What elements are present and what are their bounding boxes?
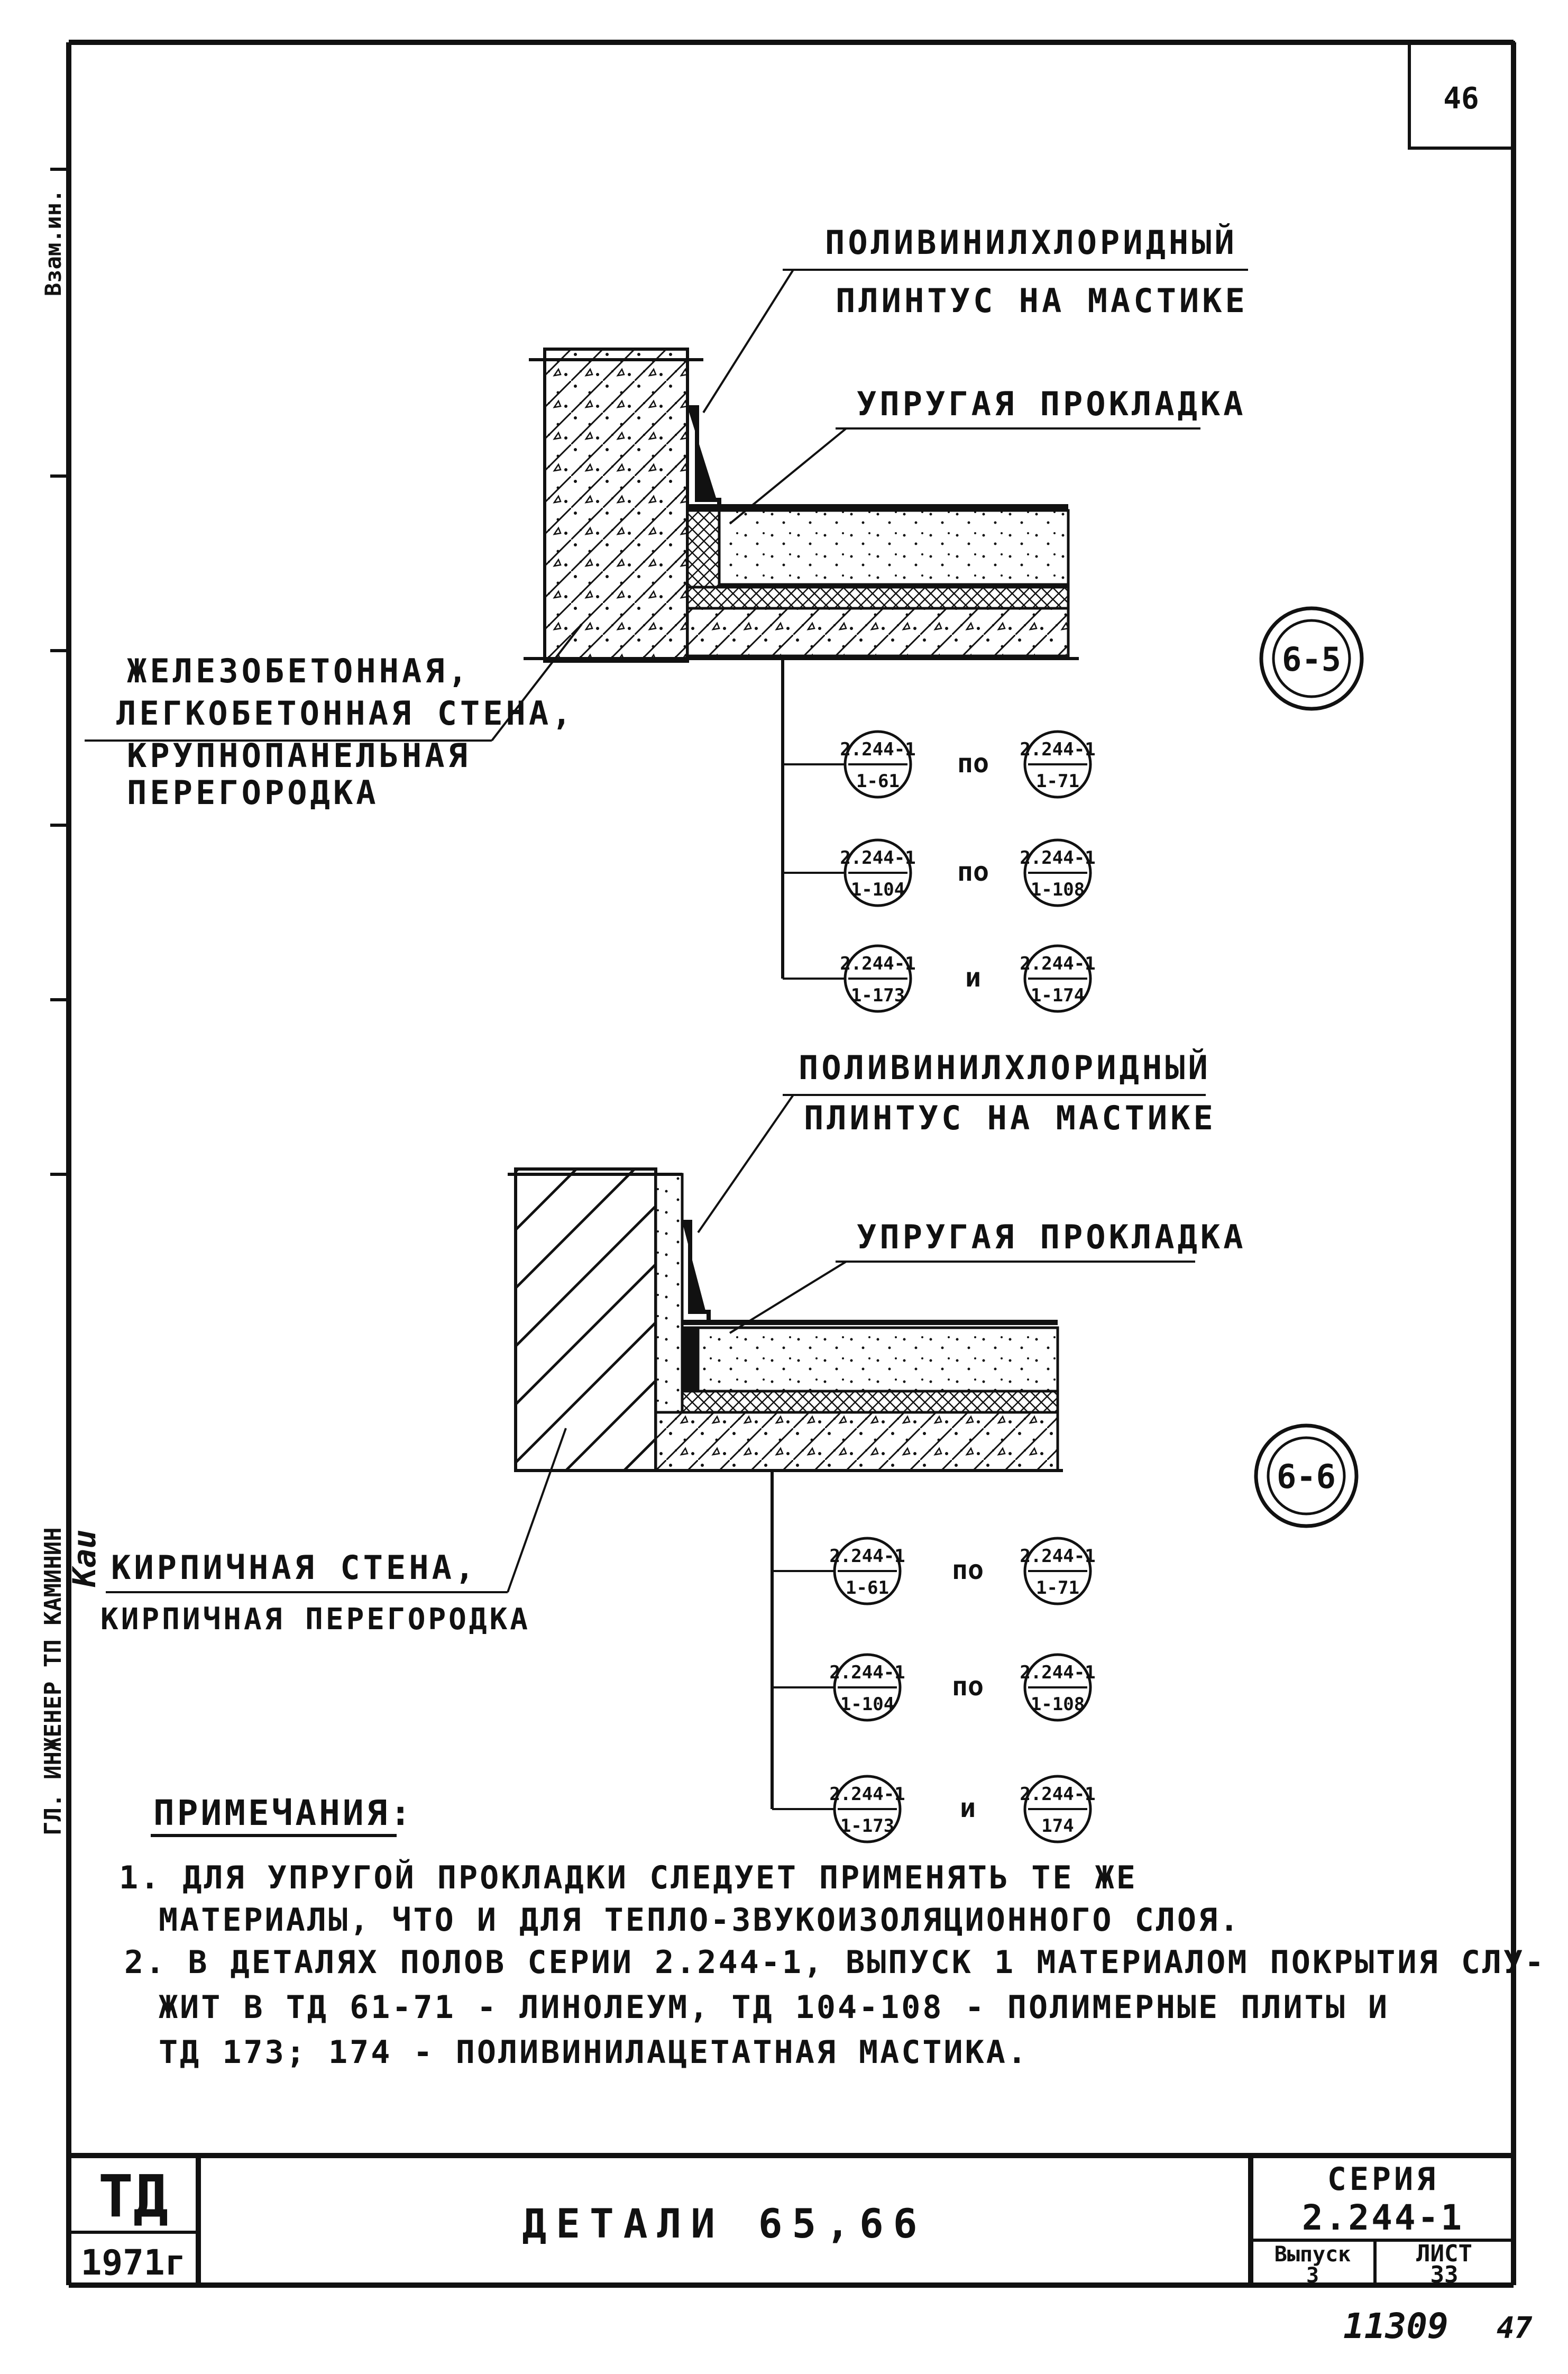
sheet-title: ДЕТАЛИ 65,66 — [522, 2200, 927, 2247]
detail-66-ref-3-right-top: 2.244-1 — [1020, 1784, 1096, 1805]
detail-66-section — [508, 1169, 1063, 1809]
detail-66-ref-row-2 — [772, 1655, 1096, 1720]
detail-65-ref-2-left-top: 2.244-1 — [840, 847, 916, 869]
detail-65-ref-row-3 — [783, 946, 1096, 1011]
detail-65-wall-label-2: ЛЕГКОБЕТОННАЯ СТЕНА, — [116, 694, 575, 733]
detail-66-ref-1-right-top: 2.244-1 — [1020, 1546, 1096, 1567]
detail-65-ref-row-2 — [783, 840, 1096, 906]
margin-top-text: Взам.ин. — [40, 189, 66, 296]
detail-65-ref-1-left-bottom: 1-61 — [856, 771, 900, 792]
detail-65-ref-1-right-top: 2.244-1 — [1020, 739, 1096, 760]
year-label: 1971г — [80, 2242, 186, 2283]
notes — [119, 1793, 1546, 2071]
detail-65-ref-1-right-bottom: 1-71 — [1036, 771, 1079, 792]
notes-line-5: ТД 173; 174 - ПОЛИВИНИЛАЦЕТАТНАЯ МАСТИКА. — [159, 2034, 1029, 2071]
td-label: ТД — [98, 2162, 169, 2230]
detail-65 — [85, 223, 1362, 1011]
series-label: СЕРИЯ — [1327, 2161, 1439, 2198]
detail-66-wall-label-2: КИРПИЧНАЯ ПЕРЕГОРОДКА — [100, 1602, 531, 1637]
detail-66 — [100, 1048, 1356, 1842]
detail-65-baseboard-label-1: ПОЛИВИНИЛХЛОРИДНЫЙ — [825, 223, 1237, 262]
detail-65-ref-3-left-top: 2.244-1 — [840, 953, 916, 974]
notes-title: ПРИМЕЧАНИЯ: — [153, 1793, 414, 1833]
notes-line-2: МАТЕРИАЛЫ, ЧТО И ДЛЯ ТЕПЛО-ЗВУКОИЗОЛЯЦИОННОГО СЛОЯ. — [159, 1902, 1241, 1939]
detail-65-ref-3-right-top: 2.244-1 — [1020, 953, 1096, 974]
detail-66-ref-3-right-bottom: 174 — [1041, 1815, 1074, 1837]
margin-bottom-text: ГЛ. ИНЖЕНЕР ТП КАМИНИН — [40, 1527, 67, 1836]
detail-66-wall-label-1: КИРПИЧНАЯ СТЕНА, — [111, 1548, 478, 1587]
detail-65-mark — [1261, 608, 1362, 709]
detail-66-ref-2-right-bottom: 1-108 — [1030, 1694, 1085, 1715]
detail-66-ref-2-conj: по — [951, 1671, 984, 1702]
detail-65-ref-2-right-bottom: 1-108 — [1030, 879, 1085, 900]
page-number-box — [1409, 42, 1514, 148]
detail-66-ref-1-left-top: 2.244-1 — [829, 1546, 905, 1567]
issue-label: Выпуск — [1274, 2242, 1351, 2267]
notes-line-3: 2. В ДЕТАЛЯХ ПОЛОВ СЕРИИ 2.244-1, ВЫПУСК 1 МАТЕРИАЛОМ ПОКРЫТИЯ СЛУ- — [124, 1944, 1546, 1981]
detail-66-baseboard-label-1: ПОЛИВИНИЛХЛОРИДНЫЙ — [799, 1048, 1211, 1087]
detail-66-mark — [1256, 1426, 1356, 1526]
detail-66-ref-2-right-top: 2.244-1 — [1020, 1662, 1096, 1683]
detail-66-ref-2-left-top: 2.244-1 — [829, 1662, 905, 1683]
detail-66-ref-3-left-top: 2.244-1 — [829, 1784, 905, 1805]
title-block — [69, 2156, 1514, 2288]
sheet-label: ЛИСТ — [1416, 2240, 1472, 2267]
detail-65-ref-row-1 — [783, 732, 1096, 797]
detail-65-ref-3-right-bottom: 1-174 — [1030, 985, 1085, 1006]
detail-65-ref-2-right-top: 2.244-1 — [1020, 847, 1096, 869]
detail-66-mark-text: 6-6 — [1277, 1457, 1336, 1496]
detail-65-wall-label-4: ПЕРЕГОРОДКА — [127, 773, 379, 812]
detail-66-ref-1-left-bottom: 1-61 — [846, 1577, 889, 1599]
series-value: 2.244-1 — [1301, 2197, 1464, 2238]
detail-65-ref-1-conj: по — [957, 748, 989, 779]
detail-65-mark-text: 6-5 — [1282, 640, 1341, 679]
notes-line-1: 1. ДЛЯ УПРУГОЙ ПРОКЛАДКИ СЛЕДУЕТ ПРИМЕНЯТЬ ТЕ ЖЕ — [119, 1859, 1138, 1896]
detail-66-ref-row-3 — [772, 1776, 1096, 1842]
detail-66-ref-3-left-bottom: 1-173 — [840, 1815, 895, 1837]
detail-65-ref-2-conj: по — [957, 856, 989, 887]
detail-66-ref-1-conj: по — [951, 1555, 984, 1585]
page-number: 46 — [1443, 81, 1479, 116]
detail-66-ref-1-right-bottom: 1-71 — [1036, 1577, 1079, 1599]
issue-value: 3 — [1306, 2263, 1319, 2288]
archive-suffix: 47 — [1497, 2311, 1533, 2345]
detail-65-baseboard-leader — [703, 270, 793, 413]
detail-65-wall-label-3: КРУПНОПАНЕЛЬНАЯ — [127, 736, 471, 775]
signature: Kau — [66, 1529, 103, 1587]
detail-65-ref-3-conj: и — [965, 962, 982, 993]
notes-line-4: ЖИТ В ТД 61-71 - ЛИНОЛЕУМ, ТД 104-108 - ПОЛИМЕРНЫЕ ПЛИТЫ И — [159, 1989, 1390, 2026]
detail-66-ref-3-conj: и — [959, 1793, 976, 1823]
detail-65-section — [524, 349, 1079, 979]
detail-65-wall-label-1: ЖЕЛЕЗОБЕТОННАЯ, — [127, 652, 471, 690]
detail-65-gasket-label: УПРУГАЯ ПРОКЛАДКА — [857, 385, 1246, 423]
detail-65-ref-2-left-bottom: 1-104 — [850, 879, 905, 900]
detail-65-baseboard-label-2: ПЛИНТУС НА МАСТИКЕ — [836, 281, 1248, 320]
detail-66-ref-row-1 — [772, 1538, 1096, 1604]
detail-66-baseboard-leader — [698, 1095, 793, 1232]
detail-65-ref-3-left-bottom: 1-173 — [850, 985, 905, 1006]
detail-66-gasket-label: УПРУГАЯ ПРОКЛАДКА — [857, 1218, 1246, 1256]
detail-66-baseboard-label-2: ПЛИНТУС НА МАСТИКЕ — [804, 1099, 1216, 1137]
detail-65-ref-1-left-top: 2.244-1 — [840, 739, 916, 760]
detail-66-ref-2-left-bottom: 1-104 — [840, 1694, 895, 1715]
archive-number: 11309 — [1343, 2306, 1448, 2346]
sheet-value: 33 — [1430, 2261, 1459, 2288]
